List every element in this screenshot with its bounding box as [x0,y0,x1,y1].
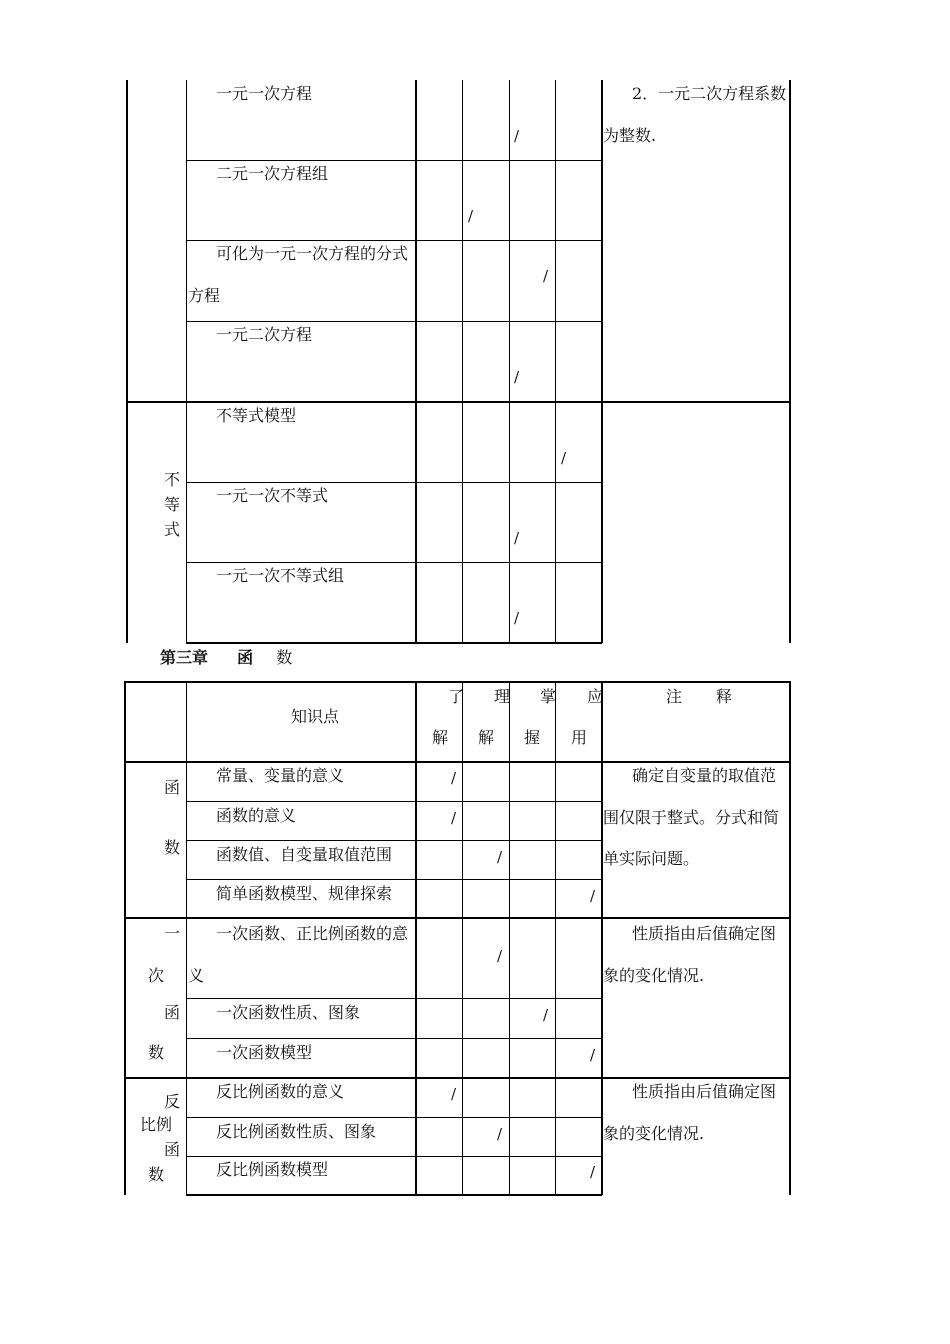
mark-cell: / [451,769,457,787]
group-label: 比例 [140,1115,173,1134]
mark-cell: / [514,529,520,547]
mark-cell: / [497,848,503,866]
header-notes: 注 [666,687,683,706]
table-border [555,80,556,643]
table-border [186,160,602,161]
header-apply-top: 应 [587,687,604,706]
table-border [601,80,603,643]
topic-cell: 函数值、自变量取值范围 [216,845,393,864]
table-border [509,80,510,643]
table-border [124,681,791,683]
table-border [415,80,417,643]
topic-cell-continued: 义 [188,966,205,985]
table-border [186,1117,602,1118]
header-comprehend-top: 理 [494,687,511,706]
table-border [124,1077,791,1079]
mark-cell: / [590,1163,596,1181]
header-understand-bottom: 解 [432,728,449,747]
table-border [186,642,602,644]
table-border [186,562,602,563]
topic-cell: 一元一次方程 [216,84,313,103]
note-cell: 确定自变量的取值范 [632,766,777,785]
note-cell: 性质指由后值确定图 [632,924,777,943]
header-understand-top: 了 [448,687,465,706]
group-label: 函 [164,778,181,797]
table-border [186,1038,602,1039]
topic-cell: 函数的意义 [216,806,297,825]
mark-cell: / [561,449,567,467]
note-cell: 为整数. [603,126,657,145]
chapter-title-char: 数 [276,648,293,667]
table-border [186,482,602,483]
group-label: 反 [164,1092,181,1111]
group-label: 数 [148,1043,165,1062]
mark-cell: / [514,127,520,145]
note-cell: 单实际问题。 [603,849,700,868]
header-master-top: 掌 [540,687,557,706]
header-notes: 释 [716,687,733,706]
topic-cell: 一元一次不等式 [216,486,329,505]
chapter-label: 第三章 [160,648,209,667]
table-border [462,80,463,643]
table-border [186,879,602,880]
mark-cell: / [468,207,474,225]
table-border [124,917,791,919]
mark-cell: / [543,1006,549,1024]
group-label: 次 [148,966,165,985]
table-border [186,80,187,643]
table-border [186,998,602,999]
group-label: 不 [164,470,181,489]
table-border [186,321,602,322]
mark-cell: / [451,1085,457,1103]
topic-cell: 简单函数模型、规律探索 [216,884,393,903]
group-label: 函 [164,1140,181,1159]
header-knowledge: 知识点 [291,707,340,726]
mark-cell: / [451,809,457,827]
table-border [126,401,791,403]
topic-cell: 常量、变量的意义 [216,766,345,785]
table-border [126,80,128,643]
topic-cell: 二元一次方程组 [216,164,329,183]
mark-cell: / [514,609,520,627]
topic-cell: 一次函数、正比例函数的意 [216,924,409,943]
group-label: 函 [164,1003,181,1022]
table-border [124,681,126,1195]
table-border [789,681,791,1195]
group-label: 一 [164,924,181,943]
note-cell: 性质指由后值确定图 [632,1082,777,1101]
mark-cell: / [543,267,549,285]
note-cell: 象的变化情况. [603,1124,705,1143]
header-master-bottom: 握 [524,728,541,747]
table-border [789,80,791,643]
topic-cell: 可化为一元一次方程的分式 [216,244,409,263]
topic-cell: 一次函数性质、图象 [216,1003,361,1022]
topic-cell: 反比例函数模型 [216,1160,329,1179]
table-border [186,801,602,802]
topic-cell: 一元一次不等式组 [216,566,345,585]
table-border [186,1194,602,1196]
mark-cell: / [590,887,596,905]
note-cell: 围仅限于整式。分式和简 [603,808,780,827]
chapter-heading [160,648,292,668]
table-border [186,840,602,841]
chapter-title-char: 函 [237,648,254,667]
group-label: 式 [164,520,181,539]
topic-cell-continued: 方程 [188,286,221,305]
note-cell: 2．一元二次方程系数 [632,84,787,103]
topic-cell: 反比例函数性质、图象 [216,1122,377,1141]
topic-cell: 不等式模型 [216,406,297,425]
topic-cell: 一次函数模型 [216,1043,313,1062]
mark-cell: / [514,368,520,386]
topic-cell: 一元二次方程 [216,325,313,344]
mark-cell: / [497,1125,503,1143]
group-label: 数 [164,838,181,857]
note-cell: 象的变化情况. [603,966,705,985]
header-apply-bottom: 用 [571,728,588,747]
header-comprehend-bottom: 解 [478,728,495,747]
group-label: 等 [164,495,181,514]
table-border [124,761,791,763]
group-label: 数 [148,1165,165,1184]
table-border [186,240,602,241]
mark-cell: / [590,1046,596,1064]
mark-cell: / [497,947,503,965]
topic-cell: 反比例函数的意义 [216,1082,345,1101]
table-border [186,1156,602,1157]
